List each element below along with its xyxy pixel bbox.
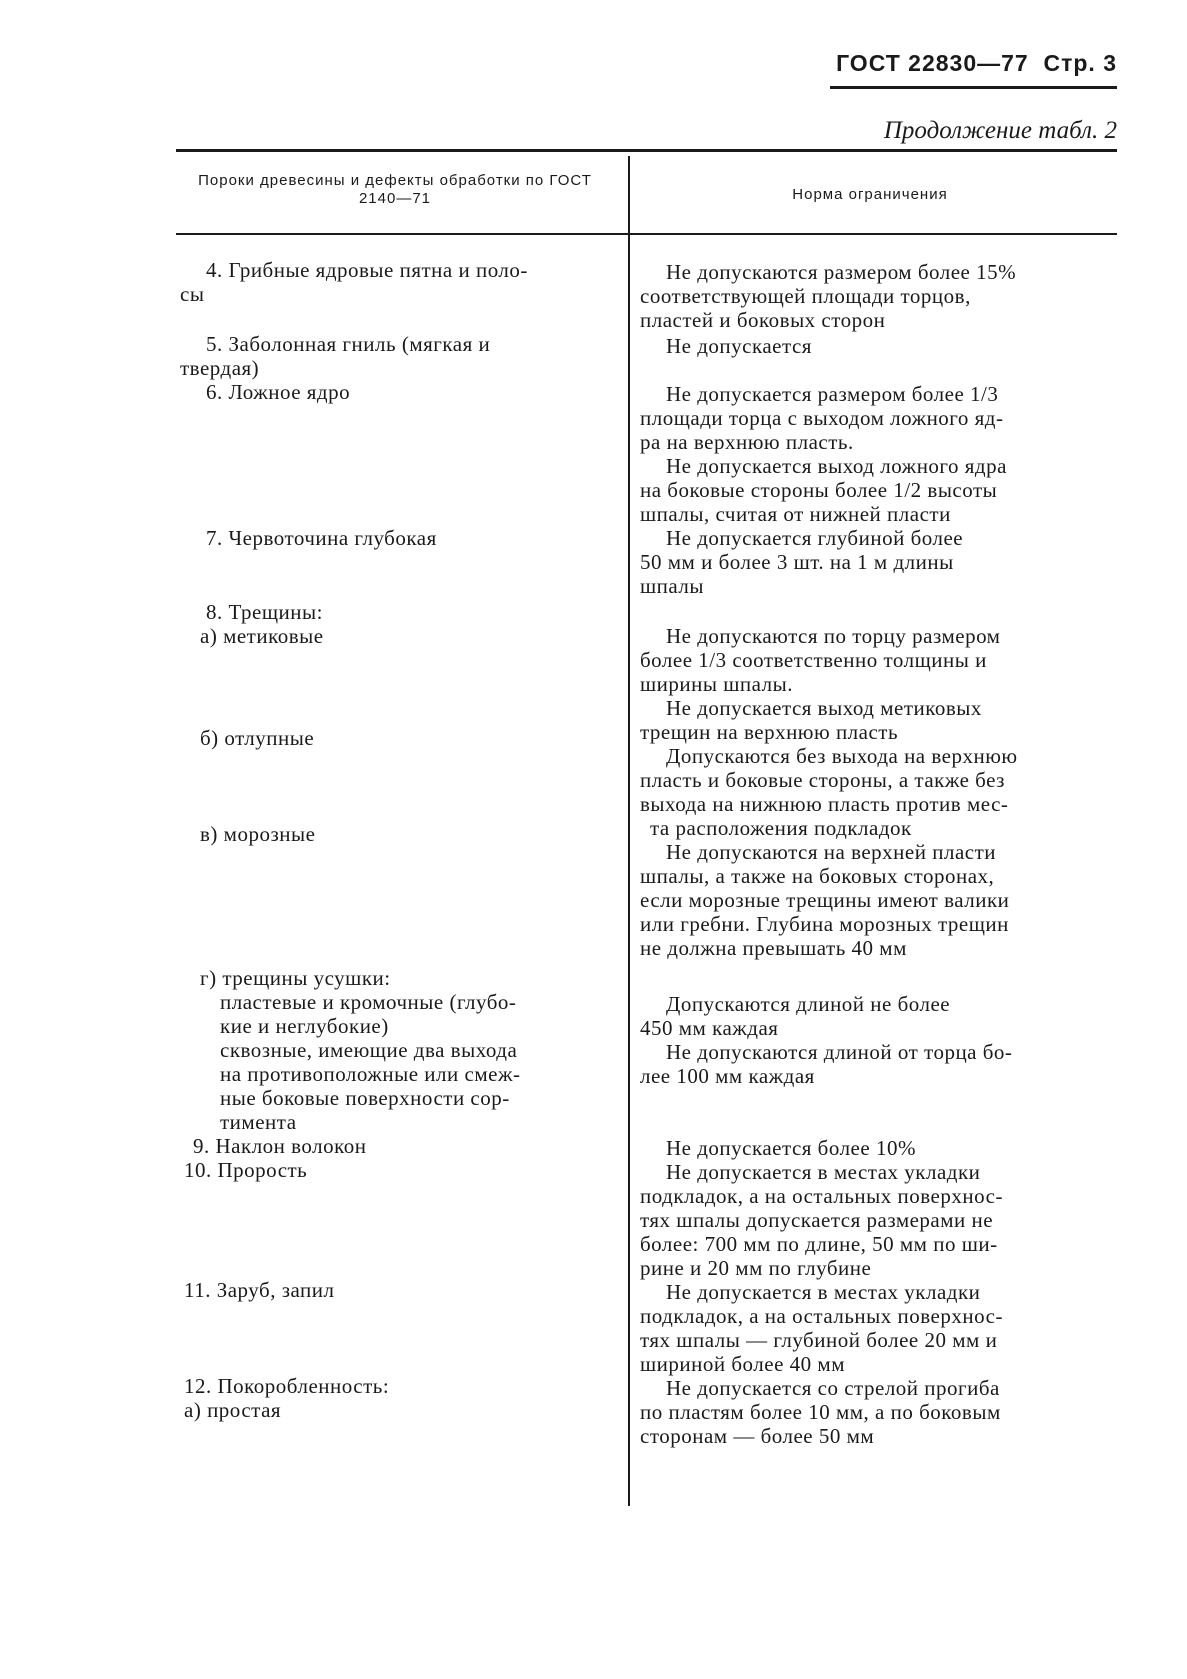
defect-8g: г) трещины усушки: <box>200 966 391 990</box>
page-header <box>836 50 1117 77</box>
header-rule <box>830 86 1117 89</box>
defect-8v: в) морозные <box>200 822 316 846</box>
norm-8a-line1: Не допускаются по торцу размером <box>666 624 1001 648</box>
norm-11-line2: подкладок, а на остальных поверхнос- <box>640 1304 1003 1328</box>
norm-10-line3: тях шпалы допускается размерами не <box>640 1208 994 1232</box>
norm-7-line3: шпалы <box>640 574 705 598</box>
defect-8g-sub2-line3: ные боковые поверхности сор- <box>220 1086 510 1110</box>
norm-8v-line4: или гребни. Глубина морозных трещин <box>640 912 1009 936</box>
defect-8g-sub1-line1: пластевые и кромочные (глубо- <box>220 990 517 1014</box>
defect-11: 11. Заруб, запил <box>184 1278 335 1302</box>
norm-7-line2: 50 мм и более 3 шт. на 1 м длины <box>640 550 954 574</box>
norm-4-line2: соответствующей площади торцов, <box>640 284 971 308</box>
defect-8g-sub2-line4: тимента <box>220 1110 297 1134</box>
defect-8g-sub2-line2: на противоположные или смеж- <box>220 1062 521 1086</box>
norm-11-line4: шириной более 40 мм <box>640 1352 845 1376</box>
defect-8g-sub1-line2: кие и неглубокие) <box>220 1014 389 1038</box>
defect-5-line1: 5. Заболонная гниль (мягкая и <box>206 332 491 356</box>
defect-7: 7. Червоточина глубокая <box>206 526 437 550</box>
norm-8v-line2: шпалы, а также на боковых сторонах, <box>640 864 995 888</box>
defect-8b: б) отлупные <box>200 726 315 750</box>
norm-9: Не допускается более 10% <box>666 1136 916 1160</box>
defect-8a: а) метиковые <box>200 624 324 648</box>
norm-8g-line3: Не допускаются длиной от торца бо- <box>666 1040 1013 1064</box>
defect-8: 8. Трещины: <box>206 600 323 624</box>
defect-10: 10. Прорость <box>184 1158 308 1182</box>
table-header-rule <box>176 233 1117 235</box>
norm-6-line2: площади торца с выходом ложного яд- <box>640 406 1004 430</box>
norm-8b-line4: та расположения подкладок <box>650 816 912 840</box>
norm-8v-line1: Не допускаются на верхней пласти <box>666 840 997 864</box>
norm-8a-line5: трещин на верхнюю пласть <box>640 720 899 744</box>
column-header-norms: Норма ограничения <box>792 186 948 203</box>
norm-8g-line1: Допускаются длиной не более <box>666 992 951 1016</box>
norm-4-line1: Не допускаются размером более 15% <box>666 260 1017 284</box>
defect-4-line2: сы <box>180 282 205 306</box>
defect-9: 9. Наклон волокон <box>193 1134 367 1158</box>
norm-8a-line3: ширины шпалы. <box>640 672 793 696</box>
norm-6-line1: Не допускается размером более 1/3 <box>666 382 999 406</box>
defect-12a: а) простая <box>184 1398 282 1422</box>
norm-6-line4: Не допускается выход ложного ядра <box>666 454 1007 478</box>
defect-5-line2: твердая) <box>180 356 260 380</box>
norm-6-line6: шпалы, считая от нижней пласти <box>640 502 951 526</box>
norm-8b-line1: Допускаются без выхода на верхнюю <box>666 744 1018 768</box>
norm-5: Не допускается <box>666 334 812 358</box>
norm-8v-line5: не должна превышать 40 мм <box>640 936 907 960</box>
page-number: Стр. 3 <box>1043 50 1117 76</box>
defect-12: 12. Покоробленность: <box>184 1374 390 1398</box>
norm-6-line5: на боковые стороны более 1/2 высоты <box>640 478 998 502</box>
norm-10-line1: Не допускается в местах укладки <box>666 1160 981 1184</box>
norm-7-line1: Не допускается глубиной более <box>666 526 964 550</box>
norm-10-line5: рине и 20 мм по глубине <box>640 1256 872 1280</box>
defect-4-line1: 4. Грибные ядровые пятна и поло- <box>206 258 528 282</box>
table-top-rule <box>176 149 1117 152</box>
norm-8g-line4: лее 100 мм каждая <box>640 1064 815 1088</box>
standard-number: ГОСТ 22830—77 <box>836 50 1029 76</box>
column-divider <box>628 156 630 1506</box>
column-header-defects: Пороки древесины и дефекты обработки по ГОСТ 2140—71 <box>198 172 592 207</box>
norm-8a-line2: более 1/3 соответственно толщины и <box>640 648 987 672</box>
norm-10-line2: подкладок, а на остальных поверхнос- <box>640 1184 1003 1208</box>
defect-8g-sub2-line1: сквозные, имеющие два выхода <box>220 1038 518 1062</box>
defect-6: 6. Ложное ядро <box>206 380 351 404</box>
norm-8g-line2: 450 мм каждая <box>640 1016 779 1040</box>
norm-8v-line3: если морозные трещины имеют валики <box>640 888 1010 912</box>
norm-11-line1: Не допускается в местах укладки <box>666 1280 981 1304</box>
norm-12-line2: по пластям более 10 мм, а по боковым <box>640 1400 1001 1424</box>
norm-10-line4: более: 700 мм по длине, 50 мм по ши- <box>640 1232 998 1256</box>
norm-8a-line4: Не допускается выход метиковых <box>666 696 982 720</box>
norm-4-line3: пластей и боковых сторон <box>640 308 886 332</box>
norm-6-line3: ра на верхнюю пласть. <box>640 430 854 454</box>
table-continuation-label: Продолжение табл. 2 <box>883 117 1117 144</box>
norm-11-line3: тях шпалы — глубиной более 20 мм и <box>640 1328 998 1352</box>
norm-12-line1: Не допускается со стрелой прогиба <box>666 1376 1000 1400</box>
norm-8b-line3: выхода на нижнюю пласть против мес- <box>640 792 1009 816</box>
norm-12-line3: сторонам — более 50 мм <box>640 1424 875 1448</box>
norm-8b-line2: пласть и боковые стороны, а также без <box>640 768 1005 792</box>
